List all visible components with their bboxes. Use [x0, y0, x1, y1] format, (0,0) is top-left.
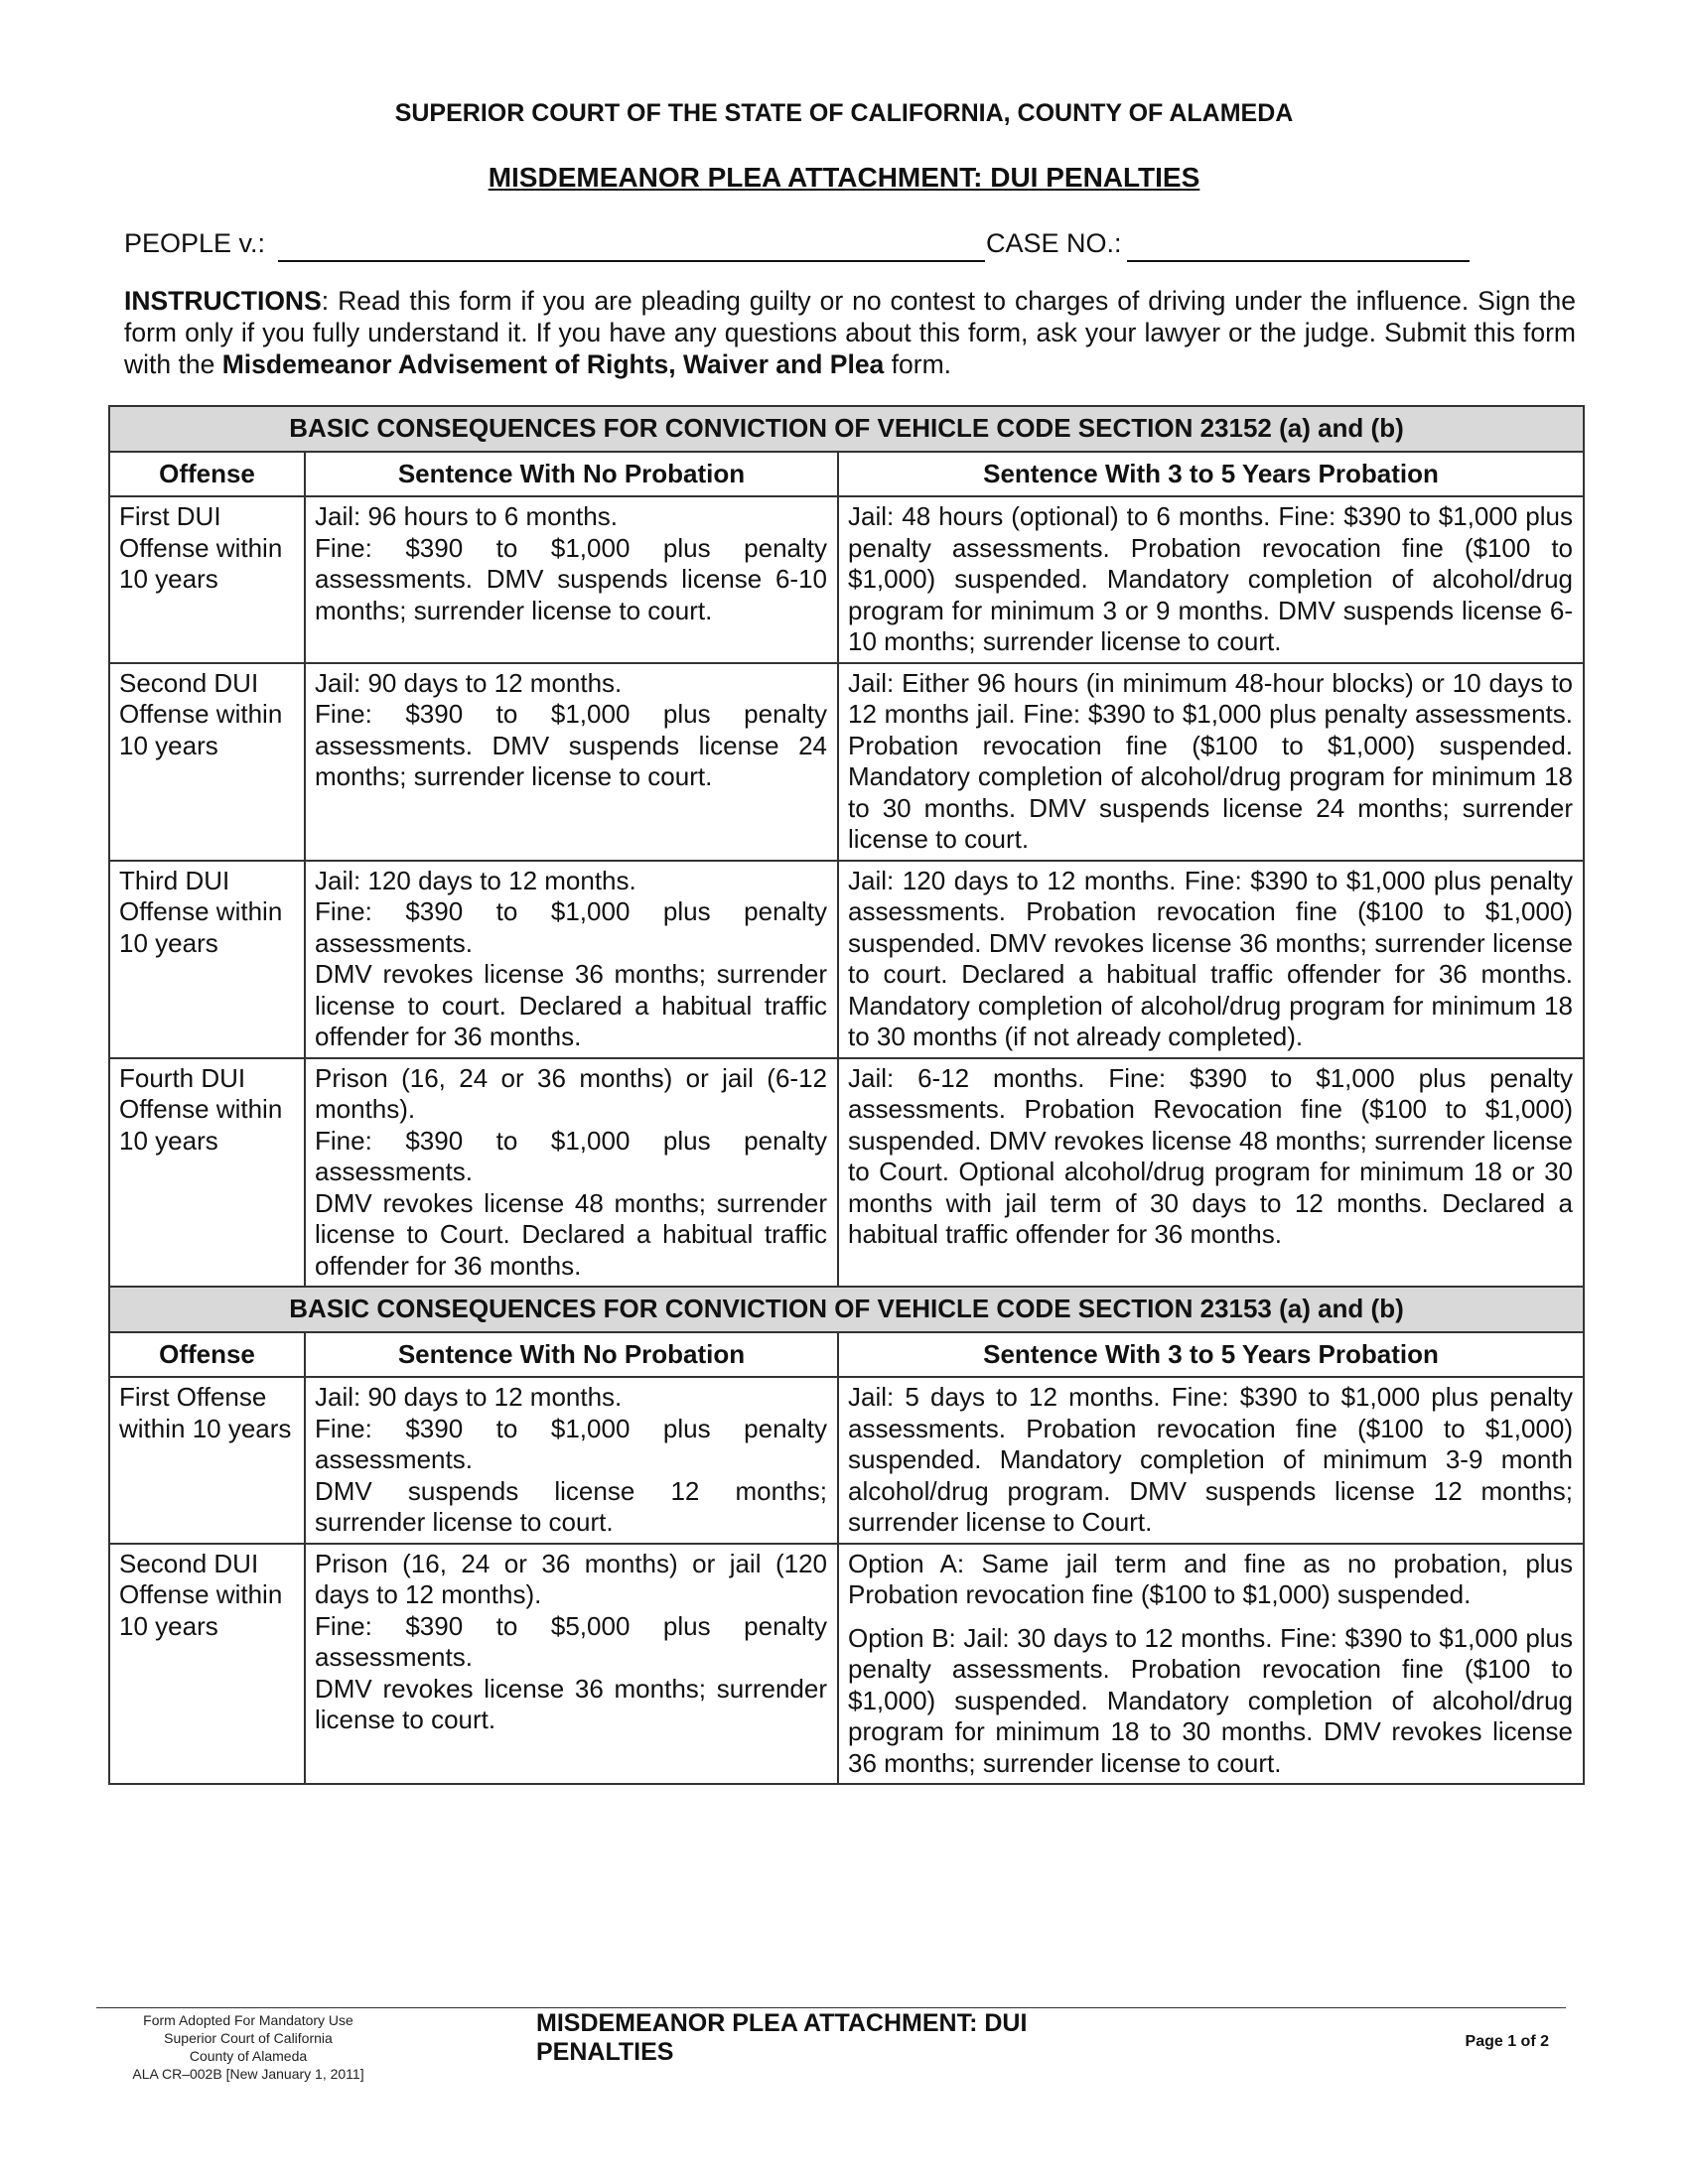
instructions-text-end: form. [884, 349, 952, 379]
offense-cell: Second DUI Offense within 10 years [109, 663, 305, 861]
court-name: SUPERIOR COURT OF THE STATE OF CALIFORNIA, COUNTY OF ALAMEDA [394, 99, 1294, 127]
no-probation-cell [305, 861, 838, 1058]
sentence-line: DMV suspends license 12 months; surrender license to court. [315, 1475, 827, 1537]
sentence-line: Jail: 90 days to 12 months. [315, 1382, 623, 1412]
table-row [109, 861, 1584, 1058]
col-offense-header: Offense [109, 1332, 305, 1378]
footer-form-number: ALA CR–002B [New January 1, 2011] [132, 2066, 364, 2082]
page-number: Page 1 of 2 [1465, 2033, 1549, 2050]
table-row [109, 1058, 1584, 1288]
table-row [109, 1377, 1584, 1544]
sentence-line: Prison (16, 24 or 36 months) or jail (120 days to 12 months). [315, 1548, 827, 1609]
col-probation-header: Sentence With 3 to 5 Years Probation [838, 452, 1584, 497]
offense-cell: First DUI Offense within 10 years [109, 496, 305, 663]
no-probation-cell [305, 663, 838, 861]
footer-adoption-note [99, 2011, 397, 2083]
case-no-input-line[interactable] [1127, 260, 1470, 262]
case-no-label: CASE NO.: [986, 228, 1122, 258]
sentence-line: Jail: 96 hours to 6 months. [315, 501, 618, 531]
col-offense-header: Offense [109, 452, 305, 497]
case-caption-line [124, 228, 1574, 268]
probation-cell: Jail: 48 hours (optional) to 6 months. Fine: $390 to $1,000 plus penalty assessments. Probation revocation fine ($100 to $1,000) suspended. Mandatory completion of alcohol/drug program for minimum 3 or 9 months. DMV suspends license 6-10 months; surrender license to court. [838, 496, 1584, 663]
sentence-line: DMV revokes license 36 months; surrender license to court. Declared a habitual traffic offender for 36 months. [315, 959, 827, 1051]
instructions [124, 285, 1576, 380]
footer-adopted-line: Form Adopted For Mandatory Use [143, 2012, 353, 2028]
sentence-line: Fine: $390 to $5,000 plus penalty assessments. [315, 1610, 827, 1672]
probation-cell: Jail: 120 days to 12 months. Fine: $390 to $1,000 plus penalty assessments. Probation revocation fine ($100 to $1,000) suspended. DMV revokes license 36 months; surrender license to court. Declared a habitual traffic offender for 36 months. Mandatory completion of alcohol/drug program for minimum 18 to 30 months (if not already completed). [838, 861, 1584, 1058]
penalties-table [108, 405, 1585, 1785]
footer-court-line: Superior Court of California [164, 2030, 333, 2046]
section-23152-title: BASIC CONSEQUENCES FOR CONVICTION OF VEHICLE CODE SECTION 23152 (a) and (b) [109, 406, 1584, 452]
no-probation-cell [305, 1058, 838, 1288]
sentence-line: Jail: 120 days to 12 months. [315, 865, 636, 895]
no-probation-cell [305, 1377, 838, 1544]
sentence-line: Fine: $390 to $1,000 plus penalty assessments. DMV suspends license 6-10 months; surrender license to court. [315, 532, 827, 625]
offense-cell: Third DUI Offense within 10 years [109, 861, 305, 1058]
footer-divider [96, 2007, 1566, 2008]
instructions-form-reference: Misdemeanor Advisement of Rights, Waiver and Plea [221, 349, 885, 379]
sentence-line: DMV revokes license 36 months; surrender license to court. [315, 1673, 827, 1734]
section-23153-title: BASIC CONSEQUENCES FOR CONVICTION OF VEHICLE CODE SECTION 23153 (a) and (b) [109, 1287, 1584, 1332]
footer-county-line: County of Alameda [189, 2048, 308, 2064]
sentence-line: Fine: $390 to $1,000 plus penalty assessments. DMV suspends license 24 months; surrender license to court. [315, 699, 827, 791]
offense-cell: Fourth DUI Offense within 10 years [109, 1058, 305, 1288]
probation-cell: Jail: 5 days to 12 months. Fine: $390 to $1,000 plus penalty assessments. Probation revocation fine ($100 to $1,000) suspended. Mandatory completion of minimum 3-9 month alcohol/drug program. DMV suspends license 12 months; surrender license to Court. [838, 1377, 1584, 1544]
people-label: PEOPLE v.: [124, 228, 266, 258]
col-no-probation-header: Sentence With No Probation [305, 1332, 838, 1378]
col-probation-header: Sentence With 3 to 5 Years Probation [838, 1332, 1584, 1378]
sentence-line: Jail: 90 days to 12 months. [315, 667, 623, 698]
form-title-text: MISDEMEANOR PLEA ATTACHMENT: DUI PENALTIES [488, 162, 1200, 193]
column-header-row [109, 452, 1584, 497]
instructions-label: INSTRUCTIONS [124, 286, 322, 316]
probation-cell: Jail: 6-12 months. Fine: $390 to $1,000 plus penalty assessments. Probation Revocation fine ($100 to $1,000) suspended. DMV revokes license 48 months; surrender license to Court. Optional alcohol/drug program for minimum 18 or 30 months with jail term of 30 days to 12 months. Declared a habitual traffic offender for 36 months. [838, 1058, 1584, 1288]
sentence-line: DMV revokes license 48 months; surrender license to Court. Declared a habitual traffic offender for 36 months. [315, 1187, 827, 1281]
offense-cell: First Offense within 10 years [109, 1377, 305, 1544]
table-row [109, 663, 1584, 861]
probation-cell [838, 1544, 1584, 1785]
section-header-row [109, 1287, 1584, 1332]
form-title [0, 162, 1688, 194]
instructions-text: : Read this form if you are pleading guilty or no contest to charges of driving under the influence. Sign the form only if you fully understand it. If you have any questions about this form, ask your lawyer or the judge. Submit this form with the [124, 286, 1576, 379]
sentence-line: Fine: $390 to $1,000 plus penalty assessments. [315, 896, 827, 958]
column-header-row [109, 1332, 1584, 1378]
sentence-line: Fine: $390 to $1,000 plus penalty assessments. [315, 1125, 827, 1186]
no-probation-cell [305, 496, 838, 663]
offense-cell: Second DUI Offense within 10 years [109, 1544, 305, 1785]
no-probation-cell [305, 1544, 838, 1785]
sentence-line: Fine: $390 to $1,000 plus penalty assessments. [315, 1413, 827, 1474]
section-header-row [109, 406, 1584, 452]
probation-option-b: Option B: Jail: 30 days to 12 months. Fine: $390 to $1,000 plus penalty assessments. Probation revocation fine ($100 to $1,000) suspended. Mandatory completion of alcohol/drug program for minimum 18 to 30 months. DMV revokes license 36 months; surrender license to court. [848, 1622, 1574, 1778]
col-no-probation-header: Sentence With No Probation [305, 452, 838, 497]
table-row [109, 496, 1584, 663]
probation-option-a: Option A: Same jail term and fine as no probation, plus Probation revocation fine ($100 to $1,000) suspended. [848, 1548, 1574, 1609]
probation-cell: Jail: Either 96 hours (in minimum 48-hour blocks) or 10 days to 12 months jail. Fine: $390 to $1,000 plus penalty assessments. Probation revocation fine ($100 to $1,000) suspended. Mandatory completion of alcohol/drug program for minimum 18 to 30 months. DMV suspends license 24 months; surrender license to court. [838, 663, 1584, 861]
table-row [109, 1544, 1584, 1785]
option-spacer [848, 1611, 1573, 1623]
people-input-line[interactable] [278, 260, 985, 262]
sentence-line: Prison (16, 24 or 36 months) or jail (6-12 months). [315, 1062, 827, 1124]
footer-title: MISDEMEANOR PLEA ATTACHMENT: DUI PENALTIES [536, 2009, 1028, 2066]
